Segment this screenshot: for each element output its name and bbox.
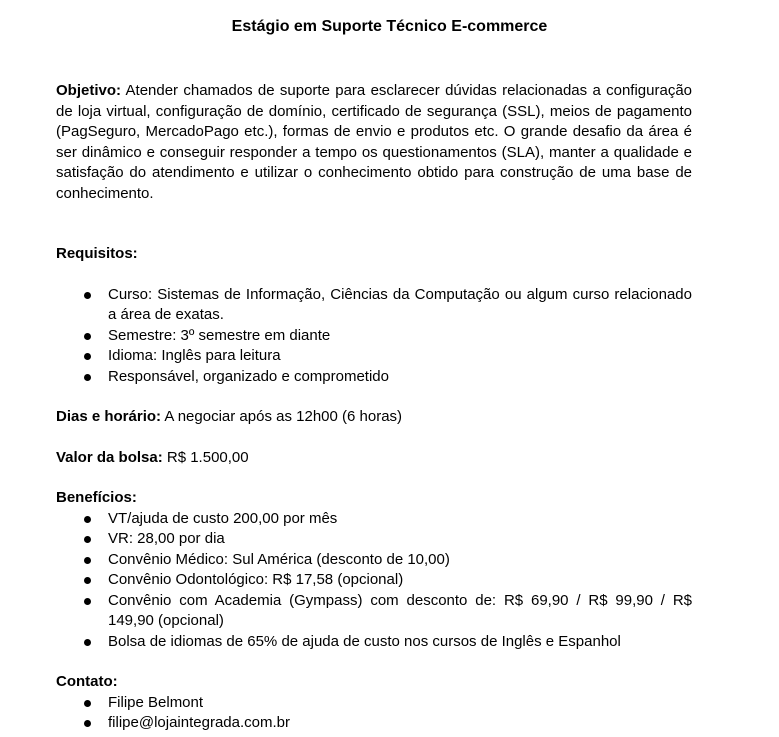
- beneficios-heading: Benefícios:: [56, 489, 137, 506]
- bullet-icon: [84, 720, 91, 727]
- list-item: Convênio Médico: Sul América (desconto de 10,00): [56, 550, 692, 571]
- objetivo-text: Atender chamados de suporte para esclarecer dúvidas relacionadas a configuração de loja virtual, configuração de domínio, certificado de segurança (SSL), meios de pagamento (PagSeguro, MercadoPago etc.), formas de envio e produtos etc. O grande desafio da área é ser dinâmico e conseguir responder a tempo os questionamentos (SLA), manter a qualidade e satisfação do atendimento e utilizar o conhecimento obtido para construção de uma base de conhecimento.: [56, 82, 693, 202]
- list-item: VR: 28,00 por dia: [56, 529, 692, 550]
- bullet-icon: [84, 598, 91, 605]
- bullet-icon: [84, 536, 91, 543]
- contato-list: [56, 693, 692, 734]
- bolsa-label: Valor da bolsa:: [56, 448, 163, 466]
- beneficios-list: [56, 509, 692, 653]
- list-item: VT/ajuda de custo 200,00 por mês: [56, 509, 692, 530]
- objetivo-label: Objetivo:: [56, 82, 122, 99]
- contato-name: Filipe Belmont: [108, 693, 204, 711]
- bullet-icon: [84, 700, 91, 707]
- dias-label: Dias e horário:: [56, 408, 162, 425]
- bullet-icon: [84, 577, 91, 584]
- bullet-icon: [84, 639, 91, 646]
- list-item: [56, 693, 692, 714]
- objetivo-paragraph: [56, 81, 692, 204]
- requisitos-list: [56, 285, 692, 388]
- list-item: Curso: Sistemas de Informação, Ciências da Computação ou algum curso relacionado a área de exatas.: [56, 285, 692, 326]
- contato-heading: Contato:: [56, 673, 118, 690]
- list-item: Semestre: 3º semestre em diante: [56, 326, 692, 347]
- bullet-icon: [84, 374, 91, 381]
- bolsa-line: [56, 448, 692, 469]
- list-item: Idioma: Inglês para leitura: [56, 346, 692, 367]
- dias-value: A negociar após as 12h00 (6 horas): [164, 408, 403, 425]
- list-item: Bolsa de idiomas de 65% de ajuda de custo nos cursos de Inglês e Espanhol: [56, 632, 692, 653]
- bullet-icon: [84, 353, 91, 360]
- list-item: Responsável, organizado e comprometido: [56, 367, 692, 388]
- bullet-icon: [84, 516, 91, 523]
- bullet-icon: [84, 333, 91, 340]
- bullet-icon: [84, 292, 91, 299]
- bolsa-value: R$ 1.500,00: [166, 448, 249, 466]
- list-item: [56, 713, 692, 734]
- bullet-icon: [84, 557, 91, 564]
- requisitos-heading: Requisitos:: [56, 245, 138, 262]
- document-body: [56, 81, 692, 734]
- contato-email: filipe@lojaintegrada.com.br: [108, 714, 290, 731]
- list-item: Convênio com Academia (Gympass) com desconto de: R$ 69,90 / R$ 99,90 / R$ 149,90 (opcional): [56, 591, 692, 632]
- list-item: Convênio Odontológico: R$ 17,58 (opcional): [56, 570, 692, 591]
- document-title: Estágio em Suporte Técnico E-commerce: [231, 18, 548, 35]
- dias-line: [56, 407, 692, 428]
